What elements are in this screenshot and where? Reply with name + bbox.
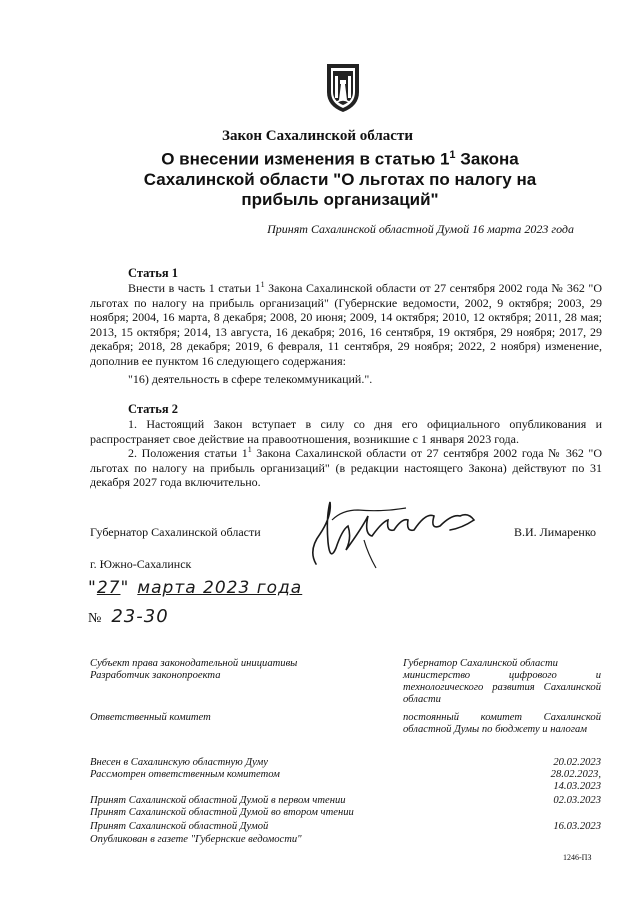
article-1-item: "16) деятельность в сфере телекоммуникаций.".: [128, 372, 373, 386]
meta-row-date: 14.03.2023: [553, 781, 601, 792]
subject-value: Губернатор Сахалинской области: [403, 658, 558, 669]
city: г. Южно-Сахалинск: [90, 557, 192, 571]
developer-label: Разработчик законопроекта: [90, 670, 221, 681]
law-number: № 23-30: [88, 606, 169, 627]
meta-row-date: 02.03.2023: [553, 795, 601, 806]
law-name-line-4: прибыль организаций": [241, 189, 439, 209]
developer-value: министерство цифрового и технологического развития Сахалинской области: [403, 670, 601, 705]
meta-row-label: Принят Сахалинской областной Думой в первом чтении: [90, 795, 346, 806]
document-code: 1246-ПЗ: [563, 853, 592, 862]
committee-label: Ответственный комитет: [90, 712, 211, 723]
coat-of-arms-emblem: [323, 62, 363, 114]
governor-position: Губернатор Сахалинской области: [90, 525, 261, 539]
adoption-note: Принят Сахалинской областной Думой 16 марта 2023 года: [267, 222, 574, 236]
law-name-line-3: Сахалинской области "О льготах по налогу на: [143, 169, 537, 189]
meta-row-date: 20.02.2023: [553, 757, 601, 768]
governor-name: В.И. Лимаренко: [514, 525, 597, 539]
handwritten-signature: [302, 490, 478, 574]
document-title: Закон Сахалинской области: [222, 128, 413, 144]
article-2-part-2: 2. Положения статьи $1^1$ Закона Сахалинской области от 27 сентября 2002 года № 362 "О льготах по налогу на прибыль организаций" (в редакции настоящего Закона) действуют по 31 декабря 2027 года включительно.: [90, 445, 602, 490]
subject-label: Субъект права законодательной инициативы: [90, 658, 298, 669]
article-2-part-1: 1. Настоящий Закон вступает в силу со дня его официального опубликования и распространяет свое действие на правоотношения, возникшие с 1 января 2023 года.: [90, 417, 602, 446]
meta-row-label: Принят Сахалинской областной Думой во втором чтении: [90, 807, 354, 818]
meta-row-date: 16.03.2023: [553, 821, 601, 832]
meta-row-label: Принят Сахалинской областной Думой: [90, 821, 269, 832]
law-name: [90, 145, 590, 210]
article-1-text: Внести в часть 1 статьи $1^1$ Закона Сахалинской области от 27 сентября 2002 года № 362 "О льготах по налогу на прибыль организаций" (Губернские ведомости, 2002, 9 октября; 2003, 29 ноября; 2004, 16 марта, 8 декабря; 2008, 20 июня; 2009, 14 октября; 2010, 12 октября; 2011, 28 мая; 2013, 15 октября; 2014, 13 августа, 16 декабря; 2016, 16 сентября, 19 октября, 29 ноября; 2017, 29 декабря; 2018, 28 декабря; 2019, 6 февраля, 11 сентября, 29 ноября; 2022, 2 ноября) изменение, дополнив ее пунктом 16 следующего содержания:: [90, 280, 602, 368]
meta-row-label: Рассмотрен ответственным комитетом: [90, 769, 280, 780]
article-1-heading: Статья 1: [128, 266, 178, 280]
law-name-line-2: О внесении изменения в статью $1^1$ Закона: [161, 149, 519, 169]
article-2-heading: Статья 2: [128, 402, 178, 416]
meta-row-label: Внесен в Сахалинскую областную Думу: [90, 757, 268, 768]
committee-value: постоянный комитет Сахалинской областной Думы по бюджету и налогам: [403, 712, 601, 735]
meta-row-label: Опубликован в газете "Губернские ведомости": [90, 834, 302, 845]
meta-row-date: 28.02.2023,: [550, 769, 601, 780]
signing-date: "27" марта 2023 года: [88, 578, 303, 598]
